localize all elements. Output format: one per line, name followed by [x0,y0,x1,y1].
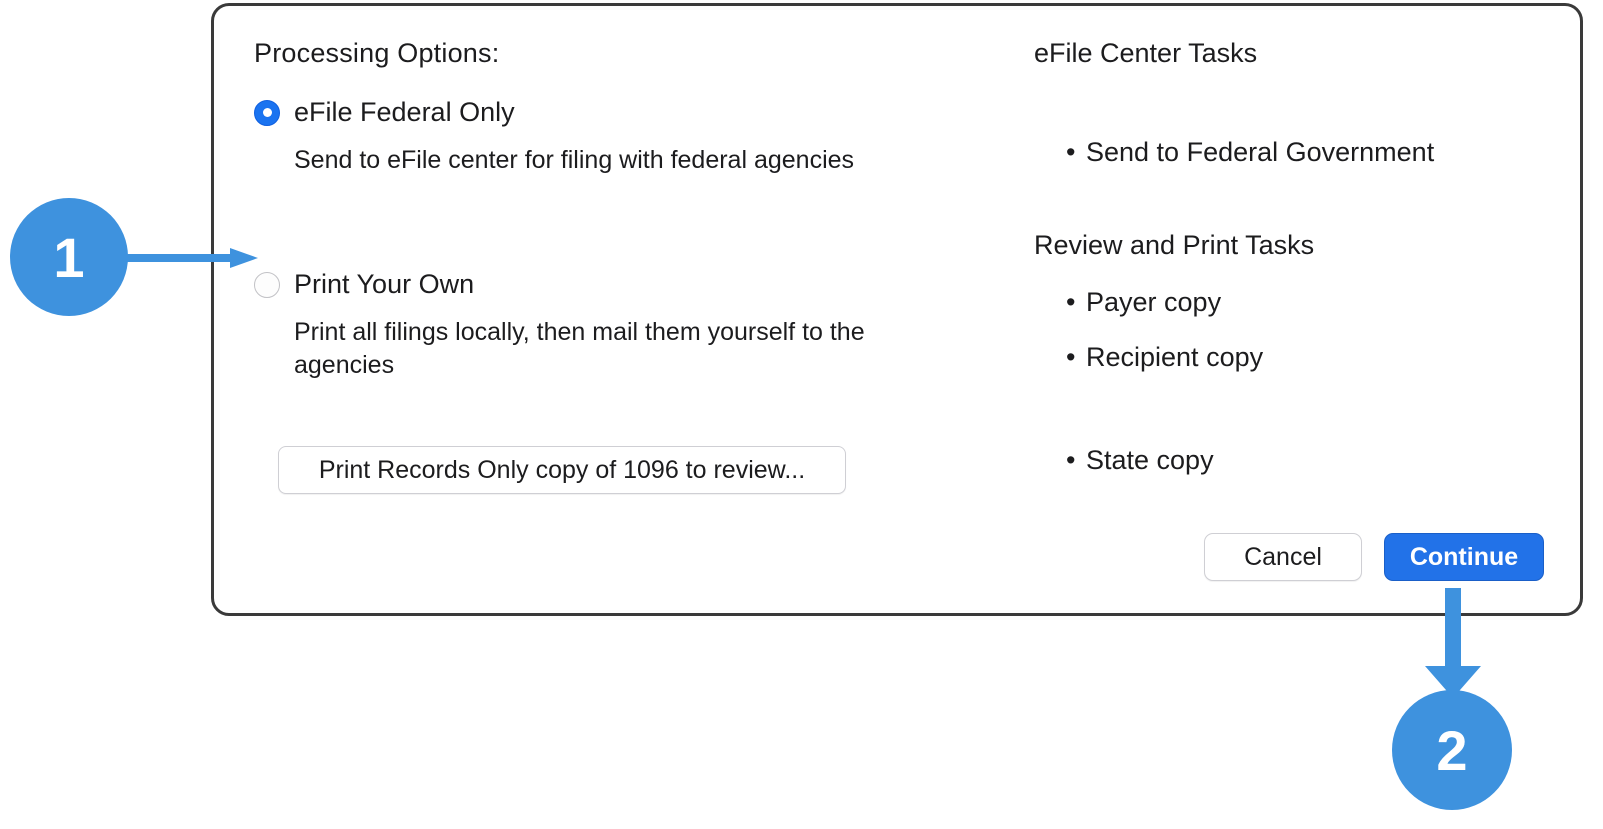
list-item: • Payer copy [1034,287,1554,318]
continue-button[interactable]: Continue [1384,533,1544,581]
list-item: • Recipient copy [1034,342,1554,373]
print-records-only-button[interactable]: Print Records Only copy of 1096 to review... [278,446,846,494]
dialog-footer [1204,533,1544,581]
cancel-button[interactable]: Cancel [1204,533,1362,581]
radio-unselected-icon[interactable] [254,272,280,298]
radio-selected-icon[interactable] [254,100,280,126]
annotation-step-1-badge: 1 [10,198,128,316]
option-print-your-own[interactable] [254,269,914,300]
option-print-your-own-description: Print all filings locally, then mail them yourself to the agencies [294,318,865,379]
processing-options-column [254,38,914,382]
processing-options-dialog [211,3,1583,616]
annotation-arrow-1-icon [118,248,258,268]
option-efile-federal-only[interactable] [254,97,914,128]
annotation-arrow-2-icon [1425,588,1481,698]
processing-options-heading: Processing Options: [254,38,500,68]
option-efile-federal-only-description: Send to eFile center for filing with federal agencies [294,146,855,174]
option-efile-federal-only-label: eFile Federal Only [294,97,515,127]
review-and-print-tasks-list [1034,287,1554,476]
option-print-your-own-label: Print Your Own [294,269,475,299]
efile-center-tasks-heading: eFile Center Tasks [1034,38,1258,68]
efile-center-tasks-list [1034,137,1554,168]
list-item: • State copy [1034,445,1554,476]
annotation-step-2-badge: 2 [1392,690,1512,810]
list-item: • Send to Federal Government [1034,137,1554,168]
review-and-print-tasks-heading: Review and Print Tasks [1034,230,1315,260]
tasks-column [1034,38,1554,500]
